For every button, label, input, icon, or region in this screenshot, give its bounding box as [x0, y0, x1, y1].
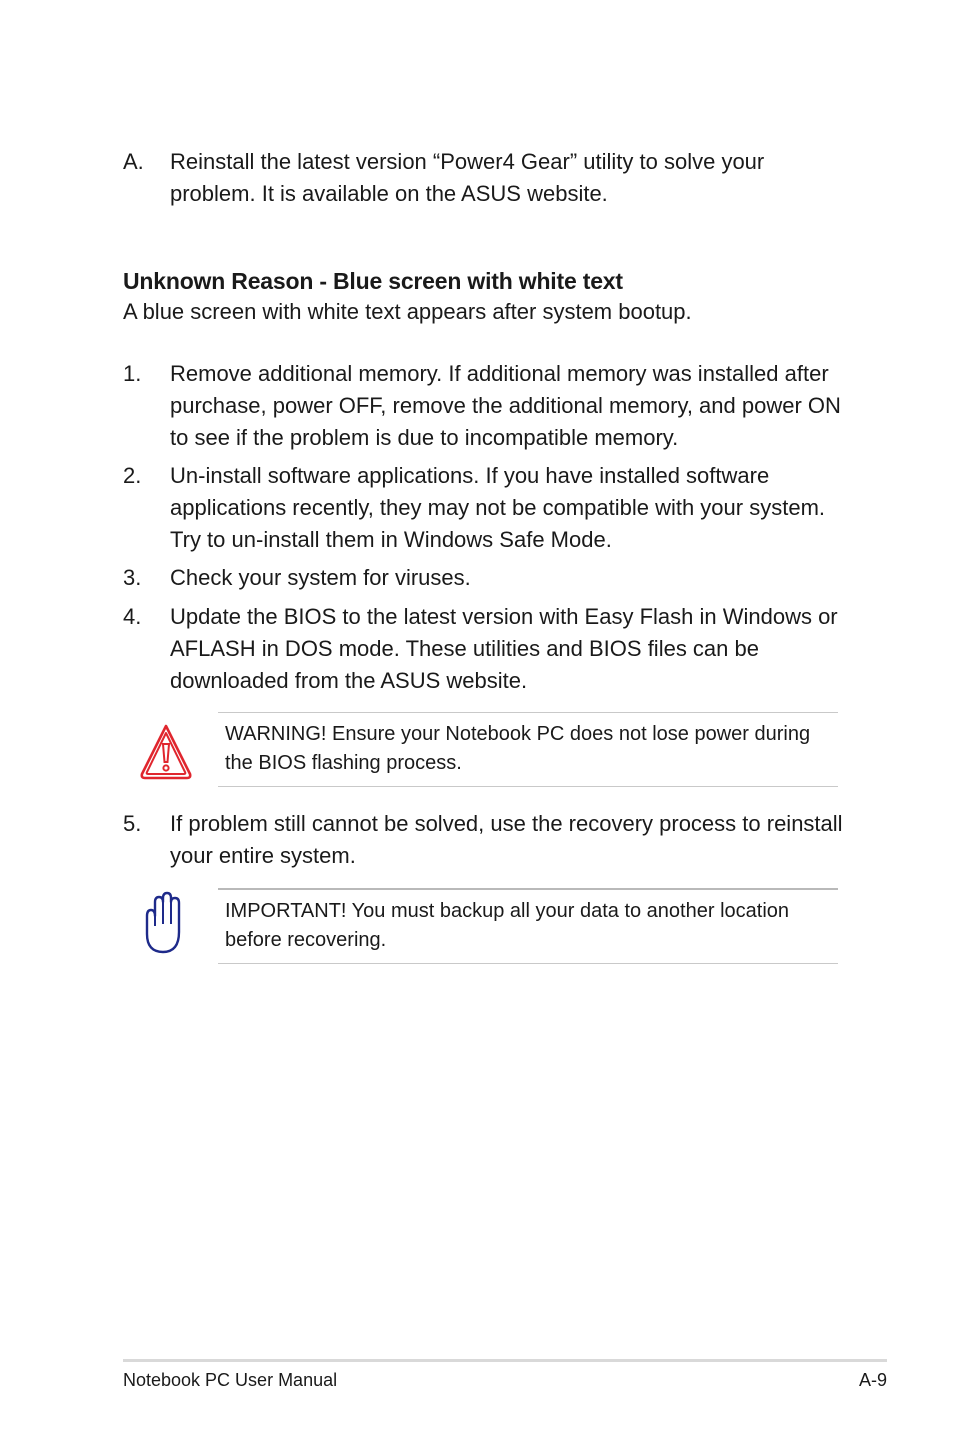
step-number: 5.	[123, 811, 142, 836]
warning-text: WARNING! Ensure your Notebook PC does not lose power during the BIOS flashing process.	[225, 723, 811, 774]
step-2	[123, 460, 843, 556]
step-3	[123, 562, 843, 594]
step-text: If problem still cannot be solved, use the recovery process to reinstall your entire system.	[170, 811, 843, 868]
step-number: 3.	[123, 565, 142, 590]
warning-notice	[218, 712, 838, 787]
step-number: 4.	[123, 604, 142, 629]
step-a	[123, 146, 843, 210]
step-1	[123, 358, 843, 454]
raised-hand-icon	[138, 890, 190, 956]
warning-triangle-icon	[138, 722, 194, 782]
footer-divider	[123, 1359, 887, 1362]
step-text: Un-install software applications. If you have installed software applications recently, they may not be compatible with your system. Try to un-install them in Windows Safe Mode.	[170, 463, 826, 552]
footer-title: Notebook PC User Manual	[123, 1370, 338, 1390]
step-text: Update the BIOS to the latest version with Easy Flash in Windows or AFLASH in DOS mode. These utilities and BIOS files can be downloaded from the ASUS website.	[170, 604, 838, 693]
step-text: Reinstall the latest version “Power4 Gear” utility to solve your problem. It is available on the ASUS website.	[170, 149, 765, 206]
section-intro: A blue screen with white text appears after system bootup.	[123, 299, 692, 324]
step-number: A.	[123, 149, 144, 174]
step-number: 2.	[123, 463, 142, 488]
page-number: A-9	[858, 1370, 887, 1390]
important-notice	[218, 888, 838, 964]
section-title: Unknown Reason - Blue screen with white text	[123, 268, 623, 294]
step-5	[123, 808, 843, 872]
important-text: IMPORTANT! You must backup all your data to another location before recovering.	[225, 900, 790, 951]
step-4	[123, 601, 843, 697]
step-number: 1.	[123, 361, 142, 386]
step-text: Remove additional memory. If additional memory was installed after purchase, power OFF, remove the additional memory, and power ON to see if the problem is due to incompatible memory.	[170, 361, 841, 450]
step-text: Check your system for viruses.	[170, 565, 471, 590]
